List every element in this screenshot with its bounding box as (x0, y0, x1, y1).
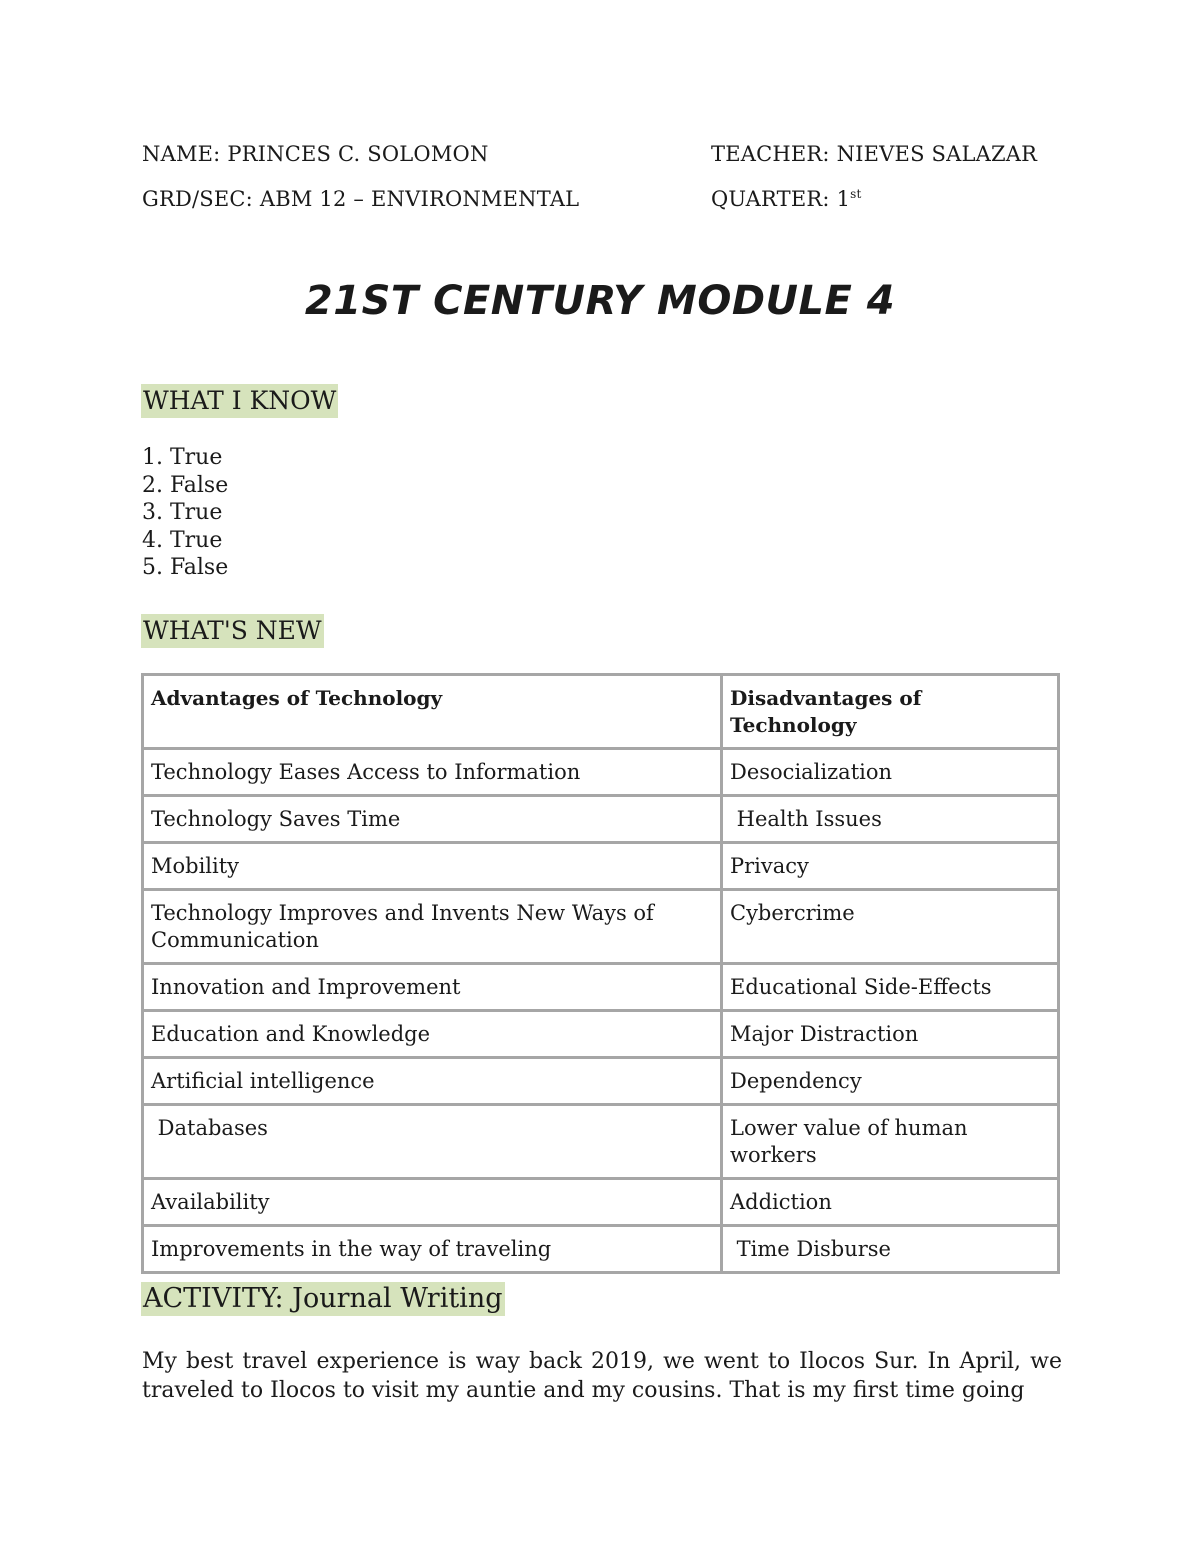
what-i-know-heading: WHAT I KNOW (141, 384, 338, 418)
grade-section: GRD/SEC: ABM 12 – ENVIRONMENTAL (142, 187, 580, 211)
quarter-suffix: st (850, 187, 862, 201)
journal-paragraph: My best travel experience is way back 2019, we went to Ilocos Sur. In April, we traveled to Ilocos to visit my auntie and my cousins. That is my first time going (142, 1349, 1062, 1403)
table-row (143, 796, 1059, 843)
table-row (143, 1011, 1059, 1058)
answer-item: 1. True (142, 445, 223, 470)
table-row (143, 749, 1059, 796)
answer-item: 5. False (142, 555, 229, 581)
activity-heading: ACTIVITY: Journal Writing (143, 1283, 503, 1314)
disadvantage-cell: Health Issues (722, 796, 1059, 843)
whats-new-heading: WHAT'S NEW (141, 614, 324, 648)
table-row (143, 964, 1059, 1011)
table-row (143, 843, 1059, 890)
table-row (143, 1105, 1059, 1179)
quarter (711, 187, 862, 211)
disadvantage-cell: Cybercrime (722, 890, 1059, 964)
column-header-advantages: Advantages of Technology (143, 675, 722, 749)
answer-item: 4. True (142, 527, 223, 553)
disadvantage-cell: Dependency (722, 1058, 1059, 1105)
page-title: 21ST CENTURY MODULE 4 (304, 278, 896, 324)
technology-table (141, 673, 1060, 1274)
advantage-cell: Databases (143, 1105, 722, 1179)
answer-item: 3. True (142, 500, 223, 526)
advantage-cell: Availability (143, 1179, 722, 1226)
disadvantage-cell: Desocialization (722, 749, 1059, 796)
disadvantage-cell: Major Distraction (722, 1011, 1059, 1058)
advantage-cell: Technology Improves and Invents New Ways of Communication (143, 890, 722, 964)
quarter-label: QUARTER: 1 (711, 187, 851, 211)
student-name: NAME: PRINCES C. SOLOMON (142, 142, 489, 166)
advantage-cell: Mobility (143, 843, 722, 890)
disadvantage-cell: Lower value of human workers (722, 1105, 1059, 1179)
answer-item: 2. False (142, 472, 229, 498)
disadvantage-cell: Addiction (722, 1179, 1059, 1226)
advantage-cell: Education and Knowledge (143, 1011, 722, 1058)
advantage-cell: Technology Eases Access to Information (143, 749, 722, 796)
table-row (143, 890, 1059, 964)
advantage-cell: Innovation and Improvement (143, 964, 722, 1011)
disadvantage-cell: Time Disburse (722, 1226, 1059, 1273)
table-row (143, 1179, 1059, 1226)
column-header-disadvantages: Disadvantages of Technology (722, 675, 1059, 749)
advantage-cell: Improvements in the way of traveling (143, 1226, 722, 1273)
table-row (143, 1226, 1059, 1273)
answer-list (142, 444, 228, 582)
disadvantage-cell: Educational Side-Effects (722, 964, 1059, 1011)
disadvantage-cell: Privacy (722, 843, 1059, 890)
table-row (143, 1058, 1059, 1105)
advantage-cell: Technology Saves Time (143, 796, 722, 843)
teacher-name: TEACHER: NIEVES SALAZAR (711, 142, 1038, 166)
advantage-cell: Artificial intelligence (143, 1058, 722, 1105)
table-header-row (143, 675, 1059, 749)
